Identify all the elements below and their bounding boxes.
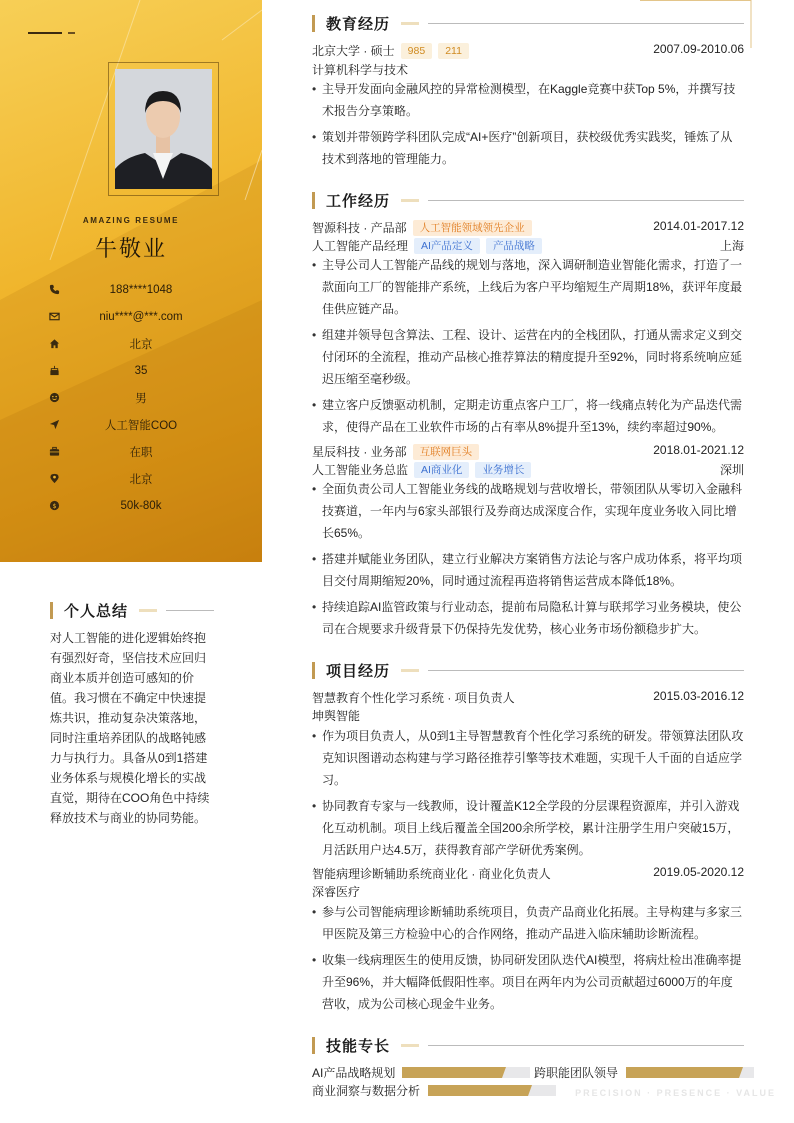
project-org-row [312,707,744,725]
list-item: • 主导开发面向金融风控的异常检测模型，在Kaggle竞赛中获Top 5%，并撰写技术报告分享策略。 [312,78,744,122]
projects-title: 项目经历 [326,663,391,680]
school-tag: 211 [438,43,469,59]
heading-accent-bar [312,662,315,679]
heading-accent-bar [50,602,53,619]
list-item: • 组建并领导包含算法、工程、设计、运营在内的全栈团队，打通从需求定义到交付闭环的全流程，推动产品核心推荐算法的精度提升至92%，同时将系统响应延迟压缩至毫秒级。 [312,324,744,390]
skill-bar [428,1085,556,1096]
school-tag: 985 [401,43,433,59]
role-tag: 业务增长 [475,462,531,478]
skill-label: AI产品战略规划 [312,1066,396,1080]
heading-rule [166,610,214,611]
info-home [48,330,238,357]
education-title: 教育经历 [326,16,391,33]
project-bullets [312,725,744,865]
work-title: 工作经历 [326,193,391,210]
svg-text:$: $ [51,501,57,510]
gender-text: 男 [135,392,147,405]
home-text: 北京 [129,338,153,351]
decor-dash [28,32,62,34]
job-role-row [312,461,744,479]
education-heading [312,13,744,34]
info-age [48,357,238,384]
skill-bar-fill [428,1085,528,1096]
list-item: • 参与公司智能病理诊断辅助系统项目，负责产品商业化拓展。主导构建与多家三甲医院及第三方检验中心的合作网络，推动产品进入临床辅助诊断流程。 [312,901,744,945]
projects-heading [312,660,744,681]
list-item: • 协同教育专家与一线教师，设计覆盖K12全学段的分层课程资源库，并引入游戏化互动机制。项目上线后覆盖全国200余所学校，累计注册学生用户突破15万，月活跃用户达4.5万，获得教育部产学研优秀案例。 [312,795,744,861]
job-city: 上海 [719,239,744,253]
job-header-row [312,443,744,461]
project-name: 智能病理诊断辅助系统商业化 · 商业化负责人 [312,867,551,881]
work-heading [312,190,744,211]
company-tag: 人工智能领域领先企业 [413,220,532,236]
skill-bar-fill [402,1067,502,1078]
project-period: 2015.03-2016.12 [653,689,744,703]
job-role-row [312,237,744,255]
project-org-row [312,883,744,901]
list-item: • 主导公司人工智能产品线的规划与落地，深入调研制造业智能化需求，打造了一款面向工厂的智能排产系统，上线后为客户平均缩短生产周期18%，获评年度最佳供应链产品。 [312,254,744,320]
major: 计算机科学与技术 [312,63,409,77]
phone-text: 188****1048 [109,283,173,296]
list-item: • 策划并带领跨学科团队完成“AI+医疗”创新项目，获校级优秀实践奖，锤炼了从技术到落地的管理能力。 [312,126,744,170]
salary-text: 50k-80k [120,499,162,512]
list-item: • 持续追踪AI监管政策与行业动态，提前布局隐私计算与联邦学习业务模块，使公司在合规要求升级背景下仍保持先发优势，核心业务市场份额稳步扩大。 [312,596,744,640]
job-bullets [312,254,744,442]
company-name: 智源科技 · 产品部 [312,221,407,235]
info-phone [48,276,238,303]
heading-accent-bar [312,1037,315,1054]
role-tag: AI产品定义 [414,238,480,254]
heading-rule [428,1045,744,1046]
skill-label: 跨职能团队领导 [534,1066,619,1080]
skill-bar-fill [626,1067,739,1078]
job-role: 人工智能业务总监 [312,463,409,477]
decor-dash-small [68,32,75,34]
project-bullets [312,901,744,1019]
list-item: • 作为项目负责人，从0到1主导智慧教育个性化学习系统的研发。带领算法团队攻克知识图谱动态构建与学习路径推荐引擎等技术难题，实现千人千面的自适应学习。 [312,725,744,791]
summary-text: 对人工智能的进化逻辑始终抱有强烈好奇，坚信技术应回归商业本质并创造可感知的价值。我习惯在不确定中快速提炼共识，推动复杂决策落地，同时注重培养团队的战略钝感力与执行力。具备从0到1搭建业务体系与规模化增长的实战直觉，期待在COO角色中持续释放技术与商业的协同势能。 [50,631,210,825]
skills-heading [312,1035,744,1056]
project-name: 智慧教育个性化学习系统 · 项目负责人 [312,691,515,705]
info-gender [48,384,238,411]
candidate-name: 牛敬业 [94,236,167,261]
education-header-row [312,42,744,60]
info-email [48,303,238,330]
heading-pill [401,669,419,672]
job-period: 2014.01-2017.12 [653,219,744,233]
project-org: 深睿医疗 [312,885,361,899]
heading-accent-bar [312,15,315,32]
avatar [115,69,212,189]
job-bullets [312,478,744,644]
status-text: 在职 [129,446,153,459]
info-target-role [48,411,238,438]
resume-tagline: AMAZING RESUME [82,216,180,225]
list-item: • 建立客户反馈驱动机制，定期走访重点客户工厂，将一线痛点转化为产品迭代需求，使得产品在工业软件市场的占有率从8%提升至13%，续约率超过90%。 [312,394,744,438]
info-target-city [48,465,238,492]
education-period: 2007.09-2010.06 [653,42,744,56]
list-item: • 收集一线病理医生的使用反馈，协同研发团队迭代AI模型，将病灶检出准确率提升至96%，并大幅降低假阳性率。项目在两年内为公司贡献超过6000万的年度营收，成为公司核心现金牛业务。 [312,949,744,1015]
skill-bar [626,1067,754,1078]
project-header-row [312,865,744,883]
footer-motto: PRECISION · PRESENCE · VALUE [575,1088,776,1098]
heading-accent-bar [312,192,315,209]
role-tag: AI商业化 [414,462,469,478]
project-period: 2019.05-2020.12 [653,865,744,879]
education-bullets [312,78,744,174]
company-tag: 互联网巨头 [413,444,480,460]
skill-bar [402,1067,530,1078]
school-name: 北京大学 · 硕士 [312,44,395,58]
heading-rule [428,200,744,201]
company-name: 星辰科技 · 业务部 [312,445,407,459]
heading-rule [428,670,744,671]
info-status [48,438,238,465]
age-text: 35 [134,364,148,377]
info-salary [48,492,238,519]
job-header-row [312,219,744,237]
heading-pill [139,609,157,612]
list-item: • 搭建并赋能业务团队，建立行业解决方案销售方法论与客户成功体系，将平均项目交付周期缩短20%，同时通过流程再造将销售运营成本降低18%。 [312,548,744,592]
project-org: 坤舆智能 [312,709,361,723]
summary-heading [50,600,214,621]
heading-pill [401,1044,419,1047]
target-city-text: 北京 [129,473,153,486]
role-tag: 产品战略 [486,238,542,254]
job-role: 人工智能产品经理 [312,239,409,253]
heading-pill [401,22,419,25]
heading-rule [428,23,744,24]
header-panel [0,0,262,562]
email-text: niu****@***.com [99,310,183,323]
job-city: 深圳 [719,463,744,477]
education-major-row [312,61,744,79]
project-header-row [312,689,744,707]
summary-title: 个人总结 [64,603,129,620]
list-item: • 全面负责公司人工智能业务线的战略规划与营收增长，带领团队从零切入金融科技赛道，一年内与6家头部银行及券商达成深度合作，实现年度业务收入同比增长65%。 [312,478,744,544]
skills-title: 技能专长 [326,1038,391,1055]
skill-label: 商业洞察与数据分析 [312,1084,421,1098]
heading-pill [401,199,419,202]
target-role-text: 人工智能COO [104,419,178,432]
job-period: 2018.01-2021.12 [653,443,744,457]
contact-info-list [48,276,238,519]
